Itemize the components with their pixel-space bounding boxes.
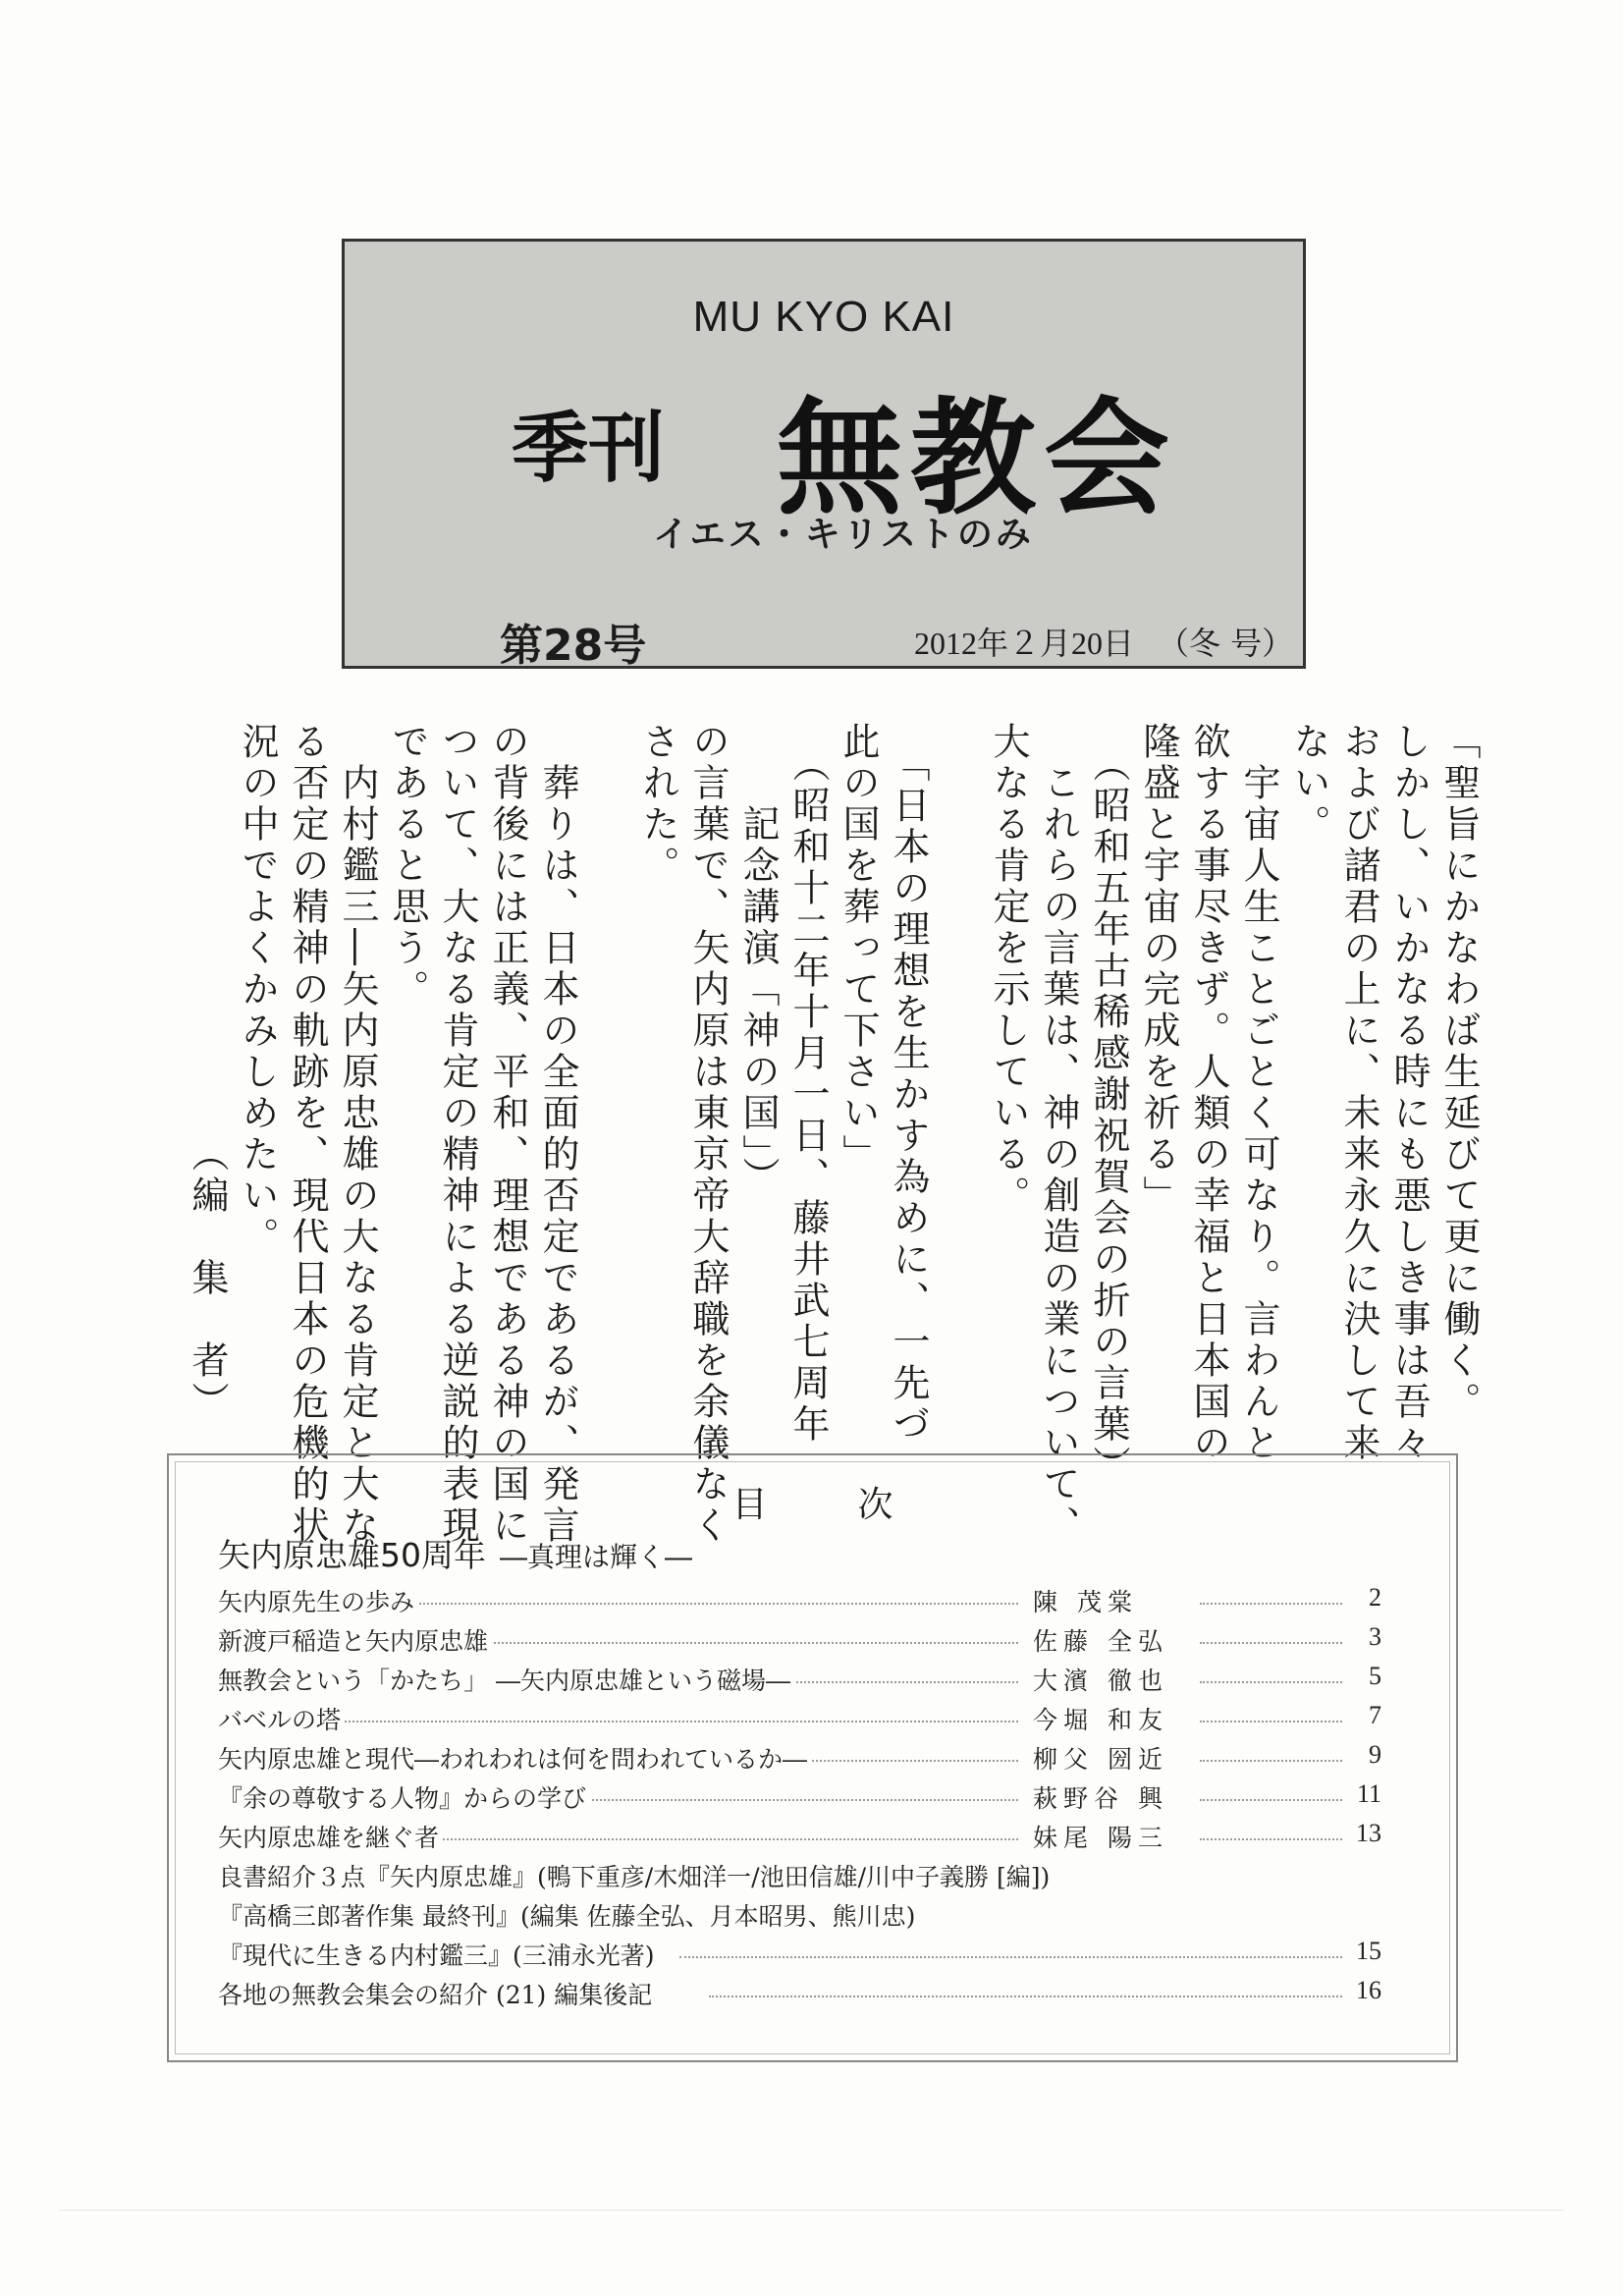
editorial-column: 宇宙人生ことごとく可なり。言わんと (1237, 722, 1280, 1464)
toc-entry-author: 柳父 圀近 (1033, 1745, 1168, 1774)
editorial-column: および諸君の上に、未来永久に決して来 (1337, 722, 1380, 1464)
editorial-column: 隆盛と宇宙の完成を祈る」 (1137, 722, 1180, 1217)
editorial-signature: （編 集 者） (186, 1134, 229, 1423)
toc-entry[interactable] (218, 1583, 1381, 1622)
editorial-column: これらの言葉は、神の創造の業について、 (1037, 722, 1080, 1547)
toc-feature-title (218, 1530, 692, 1576)
toc-book-review-1[interactable]: 良書紹介３点『矢内原忠雄』(鴨下重彦/木畑洋一/池田信雄/川中子義勝 [編]) (218, 1863, 1051, 1891)
table-of-contents (167, 1453, 1458, 2062)
toc-entry-author: 妹尾 陽三 (1033, 1824, 1168, 1852)
toc-entry-page: 3 (1369, 1622, 1381, 1651)
toc-entry[interactable] (218, 1701, 1381, 1740)
toc-entry[interactable] (218, 1819, 1381, 1858)
leader-dots (1200, 1799, 1342, 1801)
editorial-column: された。 (636, 722, 679, 887)
editorial-column: 「日本の理想を生かす為めに、一先づ (887, 722, 930, 1446)
editorial-column: 「聖旨にかなわば生延びて更に働く。 (1437, 722, 1481, 1423)
editorial-column: の背後には正義、平和、理想である神の国に (486, 722, 529, 1547)
toc-entry-title: 矢内原先生の歩み (218, 1583, 418, 1618)
toc-entry[interactable] (218, 1779, 1381, 1819)
toc-feature-main: 矢内原忠雄50周年 (218, 1536, 486, 1574)
toc-book-review-3[interactable] (218, 1937, 1381, 1976)
leader-dots (1200, 1760, 1342, 1762)
editorial-column: であると思う。 (386, 722, 429, 1011)
editorial-column: 内村鑑三―矢内原忠雄の大なる肯定と大な (336, 722, 379, 1547)
toc-entry-title: 矢内原忠雄を継ぐ者 (218, 1819, 443, 1854)
editorial-column: 況の中でよくかみしめたい。 (236, 722, 279, 1258)
toc-entry-page: 11 (1356, 1779, 1381, 1808)
masthead (342, 239, 1306, 669)
toc-entry[interactable] (218, 1662, 1381, 1701)
toc-entry-title: 『余の尊敬する人物』からの学び (218, 1779, 590, 1815)
masthead-quarterly-label: 季刊 (512, 404, 666, 493)
toc-entry-title: 矢内原忠雄と現代―われわれは何を問われているか― (218, 1740, 811, 1776)
issue-number: 第28号 (500, 621, 647, 671)
toc-entry-page: 2 (1369, 1583, 1381, 1612)
toc-book-review-2[interactable]: 『高橋三郎著作集 最終刊』(編集 佐藤全弘、月本昭男、熊川忠) (218, 1902, 916, 1931)
leader-dots (1200, 1603, 1342, 1605)
masthead-roman-title: MU KYO KAI (692, 293, 955, 341)
page-bottom-rule (59, 2210, 1564, 2211)
editorial-column: 欲する事尽きず。人類の幸福と日本国の (1187, 722, 1230, 1464)
toc-entry-title: 新渡戸稲造と矢内原忠雄 (218, 1622, 492, 1658)
leader-dots (709, 1995, 1342, 1997)
toc-entry-page: 9 (1369, 1740, 1381, 1769)
editorial-column: （昭和五年古稀感謝祝賀会の折の言葉） (1087, 722, 1130, 1487)
toc-entry-author: 陳 茂棠 (1033, 1588, 1138, 1616)
editorial-column: （昭和十二年十月一日、藤井武七周年 (786, 722, 830, 1446)
editorial-column: 記念講演「神の国」） (736, 722, 780, 1198)
editorial-column: る否定の精神の軌跡を、現代日本の危機的状 (286, 722, 329, 1547)
editorial-column: 葬りは、日本の全面的否定であるが、発言 (536, 722, 579, 1547)
editorial-column: 大なる肯定を示している。 (987, 722, 1030, 1217)
toc-entry[interactable] (218, 1740, 1381, 1779)
editorial-column: しかし、いかなる時にも悪しき事は吾々 (1387, 722, 1431, 1464)
toc-entry-page: 5 (1369, 1662, 1381, 1690)
toc-entry-title: 無教会という「かたち」 ―矢内原忠雄という磁場― (218, 1662, 794, 1697)
toc-entry-author: 萩野谷 興 (1033, 1784, 1168, 1813)
toc-last-entry[interactable] (218, 1976, 1381, 2015)
toc-entry-title: 各地の無教会集会の紹介 (21) 編集後記 (218, 1976, 656, 2011)
toc-entry-author: 今堀 和友 (1033, 1706, 1168, 1734)
toc-entry-title: バベルの塔 (218, 1701, 345, 1736)
editorial-column: 此の国を葬って下さい」 (837, 722, 880, 1175)
toc-entry-author: 佐藤 全弘 (1033, 1627, 1168, 1656)
leader-dots (1200, 1838, 1342, 1840)
issue-date: 2012年２月20日 (914, 626, 1135, 661)
leader-dots (1200, 1721, 1342, 1722)
leader-dots (1200, 1642, 1342, 1644)
leader-dots (1200, 1681, 1342, 1683)
toc-entry-title: 『現代に生きる内村鑑三』(三浦永光著) (218, 1937, 659, 1972)
toc-feature-sub: ―真理は輝く― (500, 1541, 693, 1573)
issue-season: （冬 号） (1158, 625, 1294, 662)
toc-entry-page: 15 (1356, 1937, 1381, 1965)
toc-entry-page: 16 (1356, 1976, 1381, 2004)
editorial-column: の言葉で、矢内原は東京帝大辞職を余儀なく (686, 722, 730, 1547)
leader-dots (679, 1956, 1342, 1958)
masthead-journal-title: 無教会 (777, 385, 1178, 532)
toc-entry-page: 7 (1369, 1701, 1381, 1729)
toc-entry-page: 13 (1356, 1819, 1381, 1847)
editorial-column: ついて、大なる肯定の精神による逆説的表現 (436, 722, 479, 1547)
toc-entry-author: 大濱 徹也 (1033, 1667, 1168, 1695)
masthead-title-row (345, 357, 1303, 532)
editorial-column: ない。 (1287, 722, 1330, 846)
masthead-motto: イエス・キリストのみ (653, 515, 1034, 555)
toc-entry[interactable] (218, 1622, 1381, 1662)
toc-heading: 目次 (731, 1485, 984, 1525)
